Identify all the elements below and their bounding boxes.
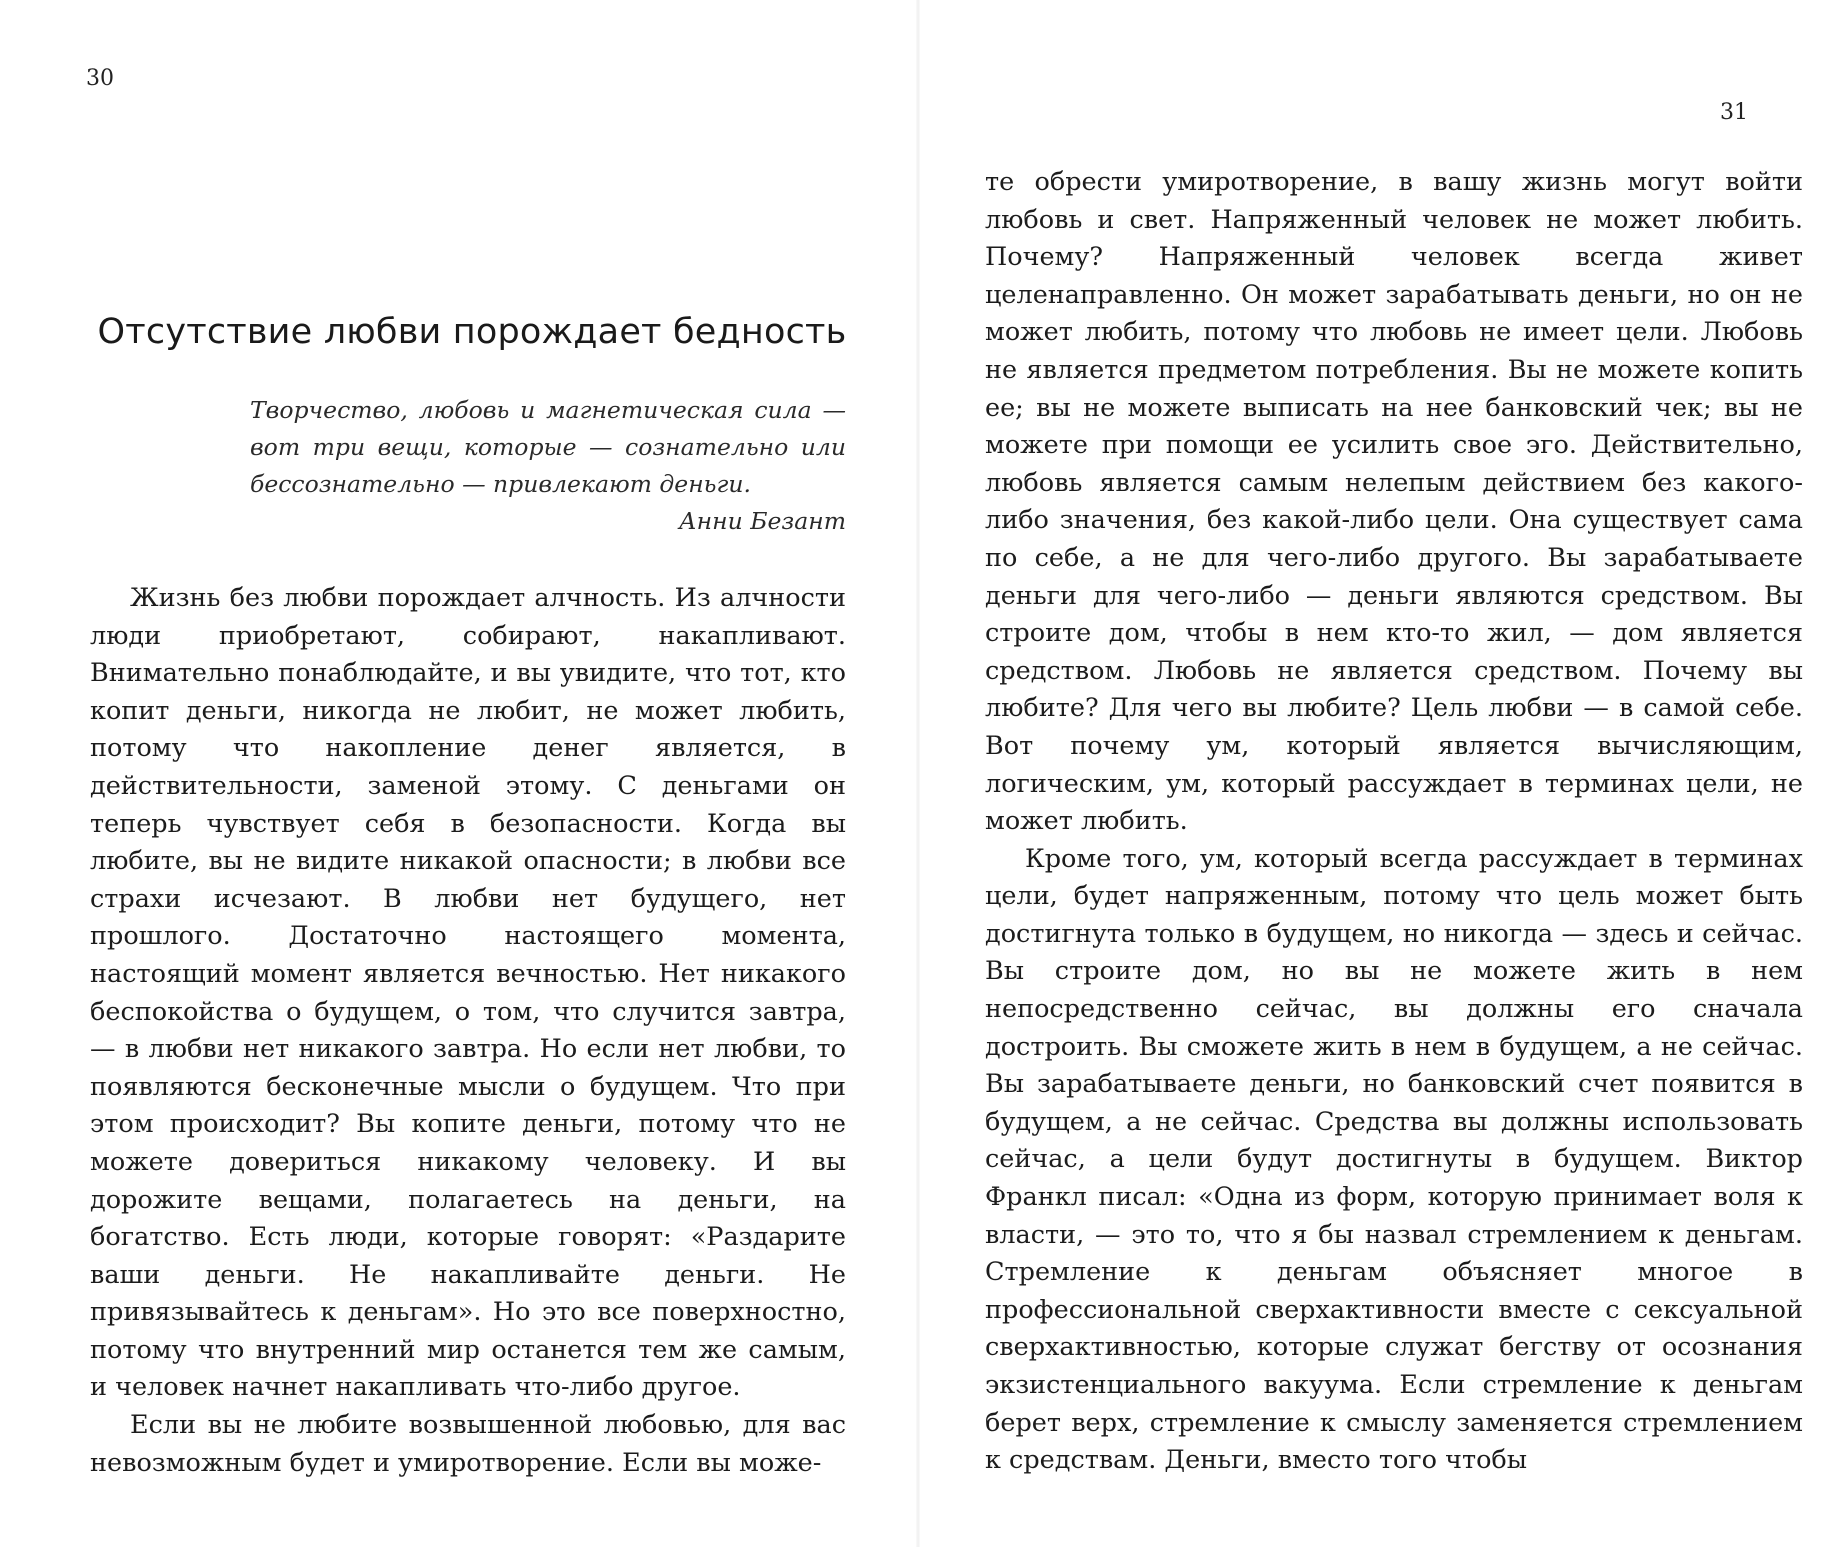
chapter-title: Отсутствие любви порождает бедность [97,312,847,352]
epigraph [250,392,846,540]
paragraph: те обрести умиротворение, в вашу жизнь могут войти любовь и свет. Напряженный человек не может любить. Почему? Напряженный человек всегда живет целенаправленно. Он может зарабатывать деньги, но он не может любить, потому что любовь не имеет цели. Любовь не является предметом потребления. Вы не можете копить ее; вы не можете выписать на нее банковский чек; вы не можете при помощи ее усилить свое эго. Действительно, любовь является самым нелепым действием без какого-либо значения, без какой-либо цели. Она существует сама по себе, а не для чего-либо другого. Вы зарабатываете деньги для чего-либо — деньги являются средством. Вы строите дом, чтобы в нем кто-то жил, — дом является средством. Любовь не является средством. Почему вы любите? Для чего вы любите? Цель любви — в самой себе. Вот почему ум, который является вычисляющим, логическим, ум, который рассуждает в терминах цели, не может любить. [985,167,1803,837]
epigraph-author: Анни Безант [678,507,846,535]
left-body-text [90,580,846,1482]
paragraph: Жизнь без любви порождает алчность. Из алчности люди приобретают, собирают, накапливают. Внимательно понаблюдайте, и вы увидите, что тот, кто копит деньги, никогда не любит, не может любить, потому что накопление денег является, в действительности, заменой этому. С деньгами он теперь чувствует себя в безопасности. Когда вы любите, вы не видите никакой опасности; в любви все страхи исчезают. В любви нет будущего, нет прошлого. Достаточно настоящего момента, настоящий момент является вечностью. Нет никакого беспокойства о будущем, о том, что случится завтра, — в любви нет никакого завтра. Но если нет любви, то появляются бесконечные мысли о будущем. Что при этом происходит? Вы копите деньги, потому что не можете довериться никакому человеку. И вы дорожите вещами, полагаетесь на деньги, на богатство. Есть люди, которые говорят: «Раздарите ваши деньги. Не накапливайте деньги. Не привязывайтесь к деньгам». Но это все поверхностно, потому что внутренний мир останется тем же самым, и человек начнет накапливать что-либо другое. [90,583,846,1403]
paragraph: Кроме того, ум, который всегда рассуждает в терминах цели, будет напряженным, потому что цель может быть достигнута только в будущем, но никогда — здесь и сейчас. Вы строите дом, но вы не можете жить в нем непосредственно сейчас, вы должны его сначала достроить. Вы сможете жить в нем в будущем, а не сейчас. Вы зарабатываете деньги, но банковский счет появится в будущем, а не сейчас. Средства вы должны использовать сейчас, а цели будут достигнуты в будущем. Виктор Франкл писал: «Одна из форм, которую принимает воля к власти, — это то, что я бы назвал стремлением к деньгам. Стремление к деньгам объясняет многое в профессиональной сверхактивности вместе с сексуальной сверхактивностью, которые служат бегству от осознания экзистенциального вакуума. Если стремление к деньгам берет верх, стремление к смыслу заменяется стремлением к средствам. Деньги, вместо того чтобы [985,843,1803,1476]
right-page [918,0,1836,1547]
epigraph-text: Творчество, любовь и магнетическая сила — вот три вещи, которые — сознательно или бессознательно — привлекают деньги. [250,396,846,498]
right-body-text [985,164,1803,1480]
paragraph: Если вы не любите возвышенной любовью, для вас невозможным будет и умиротворение. Если вы може- [90,1410,846,1478]
page-number-left: 30 [86,66,114,91]
left-page [0,0,918,1547]
page-number-right: 31 [1720,100,1748,125]
